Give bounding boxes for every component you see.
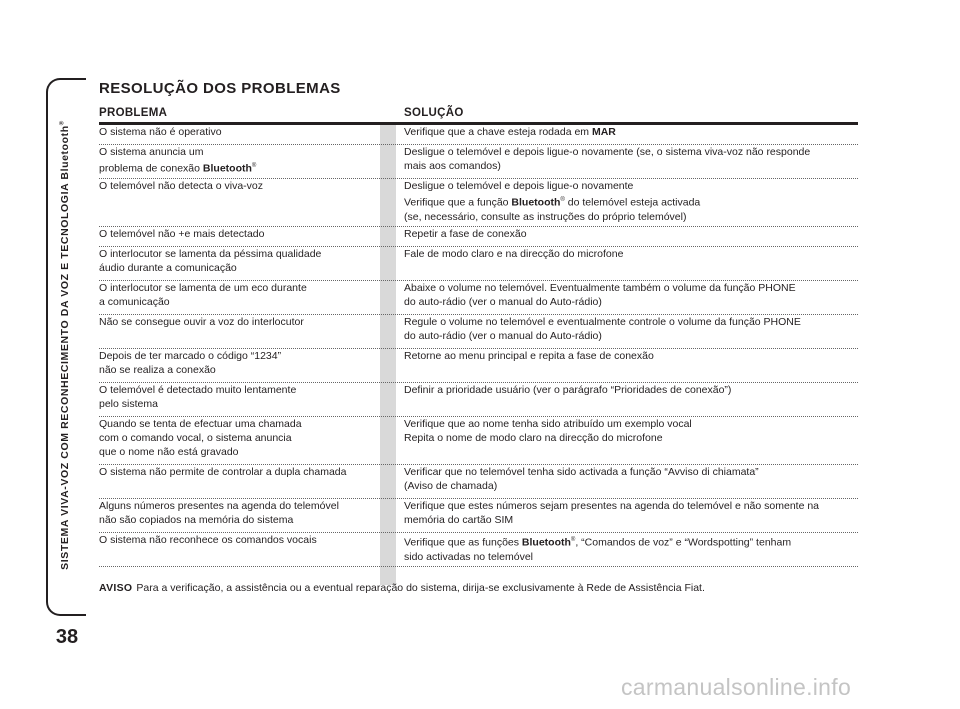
problem-line: pelo sistema	[99, 398, 158, 410]
problem-line: O sistema não é operativo	[99, 126, 222, 138]
solution-line: Verifique que estes números sejam presentes na agenda do telemóvel e não somente na	[404, 500, 820, 512]
problem-cell	[99, 281, 377, 309]
solution-line: Definir a prioridade usuário (ver o parágrafo “Prioridades de conexão”)	[404, 384, 732, 396]
table-row	[99, 145, 858, 179]
problem-line: não se realiza a conexão	[99, 364, 216, 376]
problem-line: O telemóvel não detecta o viva-voz	[99, 180, 264, 192]
solution-line: Verifique que a função Bluetooth® do telemóvel esteja activada	[404, 196, 701, 209]
problem-line: com o comando vocal, o sistema anuncia	[99, 432, 292, 444]
problem-line: O telemóvel não +e mais detectado	[99, 228, 265, 240]
table-row	[99, 533, 858, 567]
table-row	[99, 499, 858, 533]
table-header	[99, 107, 858, 121]
solution-line: Fale de modo claro e na direcção do microfone	[404, 248, 624, 260]
chapter-title	[59, 120, 71, 570]
troubleshooting-table	[99, 107, 858, 567]
problem-line: áudio durante a comunicação	[99, 262, 237, 274]
problem-cell	[99, 533, 377, 547]
solution-cell	[404, 281, 858, 309]
registered-mark: ®	[59, 120, 66, 126]
problem-cell	[99, 125, 377, 139]
watermark: carmanualsonline.info	[621, 674, 852, 700]
page-title: RESOLUÇÃO DOS PROBLEMAS	[99, 80, 341, 97]
problem-line: problema de conexão Bluetooth®	[99, 162, 257, 175]
problem-line: Alguns números presentes na agenda do telemóvel	[99, 500, 339, 512]
table-row	[99, 179, 858, 227]
table-row	[99, 417, 858, 465]
solution-cell	[404, 179, 858, 224]
problem-line: O interlocutor se lamenta de um eco durante	[99, 282, 307, 294]
table-row	[99, 227, 858, 247]
problem-line: não são copiados na memória do sistema	[99, 514, 294, 526]
solution-line: mais aos comandos)	[404, 160, 501, 172]
problem-cell	[99, 499, 377, 527]
problem-cell	[99, 145, 377, 176]
problem-line: O interlocutor se lamenta da péssima qualidade	[99, 248, 322, 260]
solution-cell	[404, 383, 858, 397]
solution-line: Repita o nome de modo claro na direcção do microfone	[404, 432, 663, 444]
problem-cell	[99, 417, 377, 459]
header-solution: SOLUÇÃO	[404, 107, 464, 119]
solution-cell	[404, 417, 858, 445]
solution-line: Verifique que a chave esteja rodada em MAR	[404, 126, 616, 138]
table-row	[99, 315, 858, 349]
problem-cell	[99, 179, 377, 193]
problem-line: O sistema não permite de controlar a dupla chamada	[99, 466, 347, 478]
solution-line: Desligue o telemóvel e depois ligue-o novamente (se, o sistema viva-voz não responde	[404, 146, 811, 158]
solution-cell	[404, 499, 858, 527]
problem-cell	[99, 227, 377, 241]
solution-line: Retorne ao menu principal e repita a fase de conexão	[404, 350, 654, 362]
problem-cell	[99, 247, 377, 275]
solution-cell	[404, 145, 858, 173]
solution-line: Verificar que no telemóvel tenha sido activada a função “Avviso di chiamata”	[404, 466, 759, 478]
problem-cell	[99, 383, 377, 411]
table-row	[99, 247, 858, 281]
problem-line: Quando se tenta de efectuar uma chamada	[99, 418, 302, 430]
solution-line: sido activadas no telemóvel	[404, 550, 533, 563]
solution-line: do auto-rádio (ver o manual do Auto-rádio)	[404, 296, 602, 308]
solution-line: Regule o volume no telemóvel e eventualmente controle o volume da função PHONE	[404, 316, 801, 328]
problem-line: O sistema anuncia um	[99, 146, 204, 158]
solution-cell	[404, 349, 858, 363]
problem-line: que o nome não está gravado	[99, 446, 239, 458]
problem-cell	[99, 315, 377, 329]
chapter-title-text: SISTEMA VIVA-VOZ COM RECONHECIMENTO DA VOZ E TECNOLOGIA Bluetooth	[59, 125, 71, 570]
table-row	[99, 125, 858, 145]
table-row	[99, 349, 858, 383]
solution-line: Repetir a fase de conexão	[404, 228, 527, 240]
problem-cell	[99, 349, 377, 377]
table-body	[99, 125, 858, 567]
problem-line: Depois de ter marcado o código “1234”	[99, 350, 282, 362]
problem-cell	[99, 465, 377, 479]
solution-line: (Aviso de chamada)	[404, 480, 498, 492]
notice	[99, 582, 705, 594]
solution-cell	[404, 125, 858, 139]
table-row	[99, 465, 858, 499]
notice-text: Para a verificação, a assistência ou a eventual reparação do sistema, dirija-se exclusivamente à Rede de Assistência Fiat.	[136, 582, 705, 594]
problem-line: a comunicação	[99, 296, 170, 308]
notice-label: AVISO	[99, 582, 133, 594]
problem-line: O telemóvel é detectado muito lentamente	[99, 384, 297, 396]
table-row	[99, 281, 858, 315]
solution-cell	[404, 315, 858, 343]
solution-line: do auto-rádio (ver o manual do Auto-rádio)	[404, 330, 602, 342]
solution-cell	[404, 247, 858, 261]
solution-cell	[404, 227, 858, 241]
page-number: 38	[55, 626, 79, 648]
problem-line: Não se consegue ouvir a voz do interlocutor	[99, 316, 304, 328]
solution-line: memória do cartão SIM	[404, 514, 514, 526]
problem-line: O sistema não reconhece os comandos vocais	[99, 534, 317, 546]
solution-line: Verifique que as funções Bluetooth®, “Comandos de voz” e “Wordspotting” tenham	[404, 536, 792, 549]
solution-line: Abaixe o volume no telemóvel. Eventualmente também o volume da função PHONE	[404, 282, 796, 294]
solution-line: Desligue o telemóvel e depois ligue-o novamente	[404, 180, 634, 192]
header-problem: PROBLEMA	[99, 107, 168, 119]
solution-line: (se, necessário, consulte as instruções do próprio telemóvel)	[404, 210, 687, 223]
table-row	[99, 383, 858, 417]
solution-cell	[404, 465, 858, 493]
solution-line: Verifique que ao nome tenha sido atribuído um exemplo vocal	[404, 418, 692, 430]
solution-cell	[404, 533, 858, 564]
